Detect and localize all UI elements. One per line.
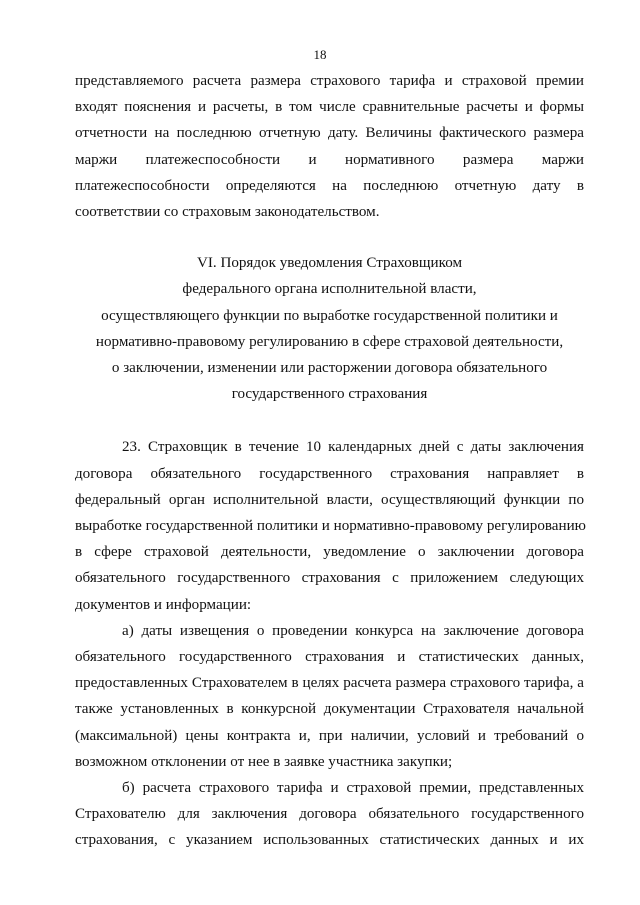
text-line: платежеспособности определяются на последнюю отчетную дату в	[75, 177, 584, 194]
text-line: отчетности на последнюю отчетную дату. Величины фактического размера	[75, 125, 584, 142]
text-line: представляемого расчета размера страхового тарифа и страховой премии	[75, 73, 584, 89]
text-line: (максимальной) цены контракта и, при наличии, условий и требований о	[75, 727, 584, 744]
heading-line: государственного страхования	[231, 386, 428, 403]
text-line: обязательного государственного страхования с приложением следующих	[75, 570, 584, 587]
text-line: б) расчета страхового тарифа и страховой премии, представленных	[122, 780, 584, 797]
page-number: 18	[313, 47, 327, 62]
text-line: также установленных в конкурсной документации Страхователя начальной	[75, 701, 584, 718]
heading-line: VI. Порядок уведомления Страховщиком	[196, 255, 463, 272]
text-line: федеральный орган исполнительной власти, осуществляющий функции по	[75, 491, 584, 508]
section-heading	[75, 250, 584, 407]
text-line: страхования, с указанием использованных статистических данных и их	[75, 832, 584, 849]
text-line: 23. Страховщик в течение 10 календарных дней с даты заключения	[122, 439, 584, 456]
text-line: соответствии со страховым законодательством.	[75, 204, 380, 221]
item-b	[75, 775, 584, 854]
item-a	[75, 618, 584, 775]
heading-line: нормативно-правовому регулированию в сфере страховой деятельности,	[95, 333, 564, 350]
heading-line: о заключении, изменении или расторжении договора обязательного	[111, 360, 548, 377]
text-line: в сфере страховой деятельности, уведомление о заключении договора	[75, 544, 584, 561]
text-line: предоставленных Страхователем в целях расчета размера страхового тарифа, а	[75, 675, 584, 692]
text-line: документов и информации:	[75, 596, 252, 613]
text-line: возможном отклонении от нее в заявке участника закупки;	[75, 753, 453, 770]
text-line: входят пояснения и расчеты, в том числе сравнительные расчеты и формы	[75, 99, 584, 116]
heading-line: федерального органа исполнительной власти,	[182, 281, 477, 298]
paragraph-23	[75, 434, 584, 617]
text-line: Страхователю для заключения договора обязательного государственного	[75, 806, 584, 823]
text-line: договора обязательного государственного страхования направляет в	[75, 465, 584, 482]
text-line: а) даты извещения о проведении конкурса на заключение договора	[122, 622, 584, 639]
document-body	[75, 68, 584, 854]
text-line: маржи платежеспособности и нормативного размера маржи	[75, 151, 584, 168]
intro-paragraph	[75, 68, 584, 225]
text-line: обязательного государственного страхования и статистических данных,	[75, 649, 584, 666]
heading-line: осуществляющего функции по выработке государственной политики и	[101, 307, 558, 324]
text-line: выработке государственной политики и нормативно-правовому регулированию	[75, 518, 586, 535]
